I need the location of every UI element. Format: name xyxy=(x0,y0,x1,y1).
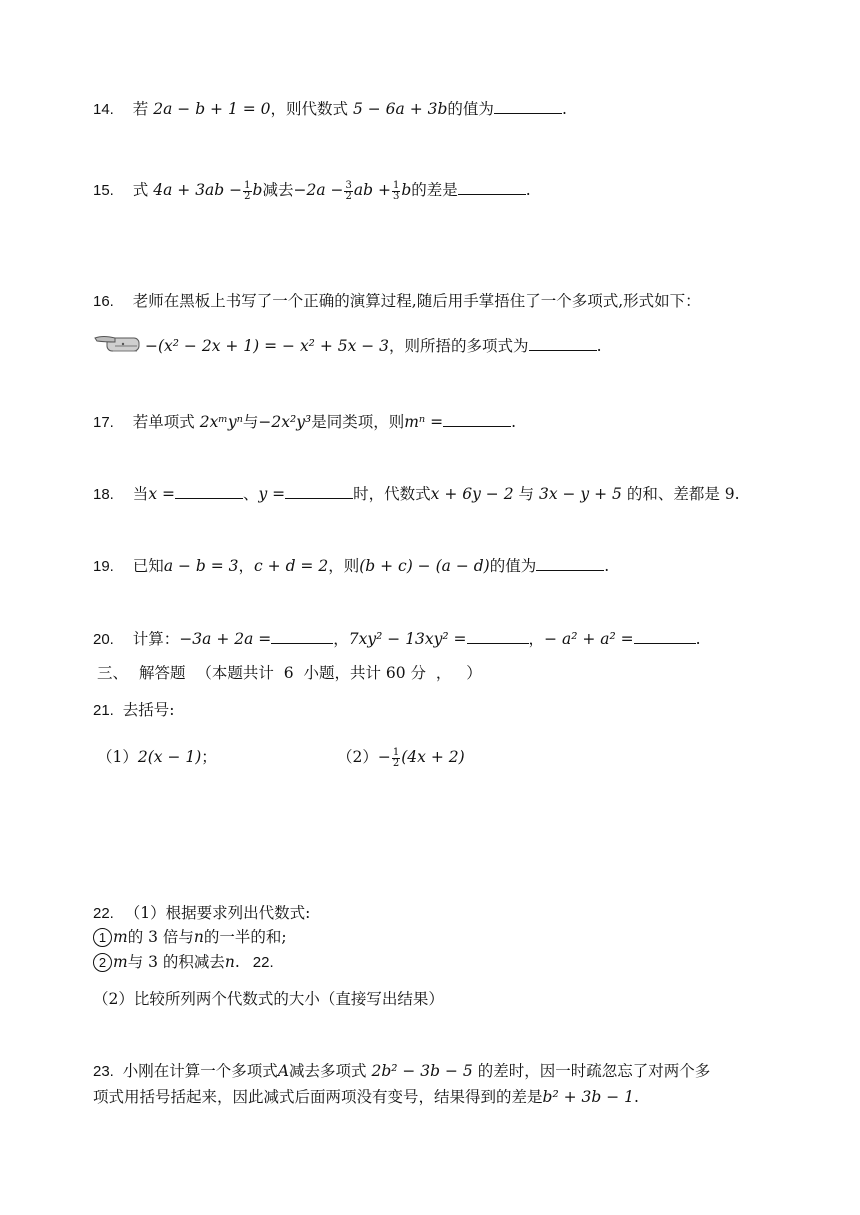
question-number: 20. xyxy=(93,631,114,648)
answer-blank-y[interactable] xyxy=(285,484,353,499)
answer-blank[interactable] xyxy=(529,336,597,351)
question-16-line-2: −(x² − 2x + 1) = − x² + 5x − 3，则所捂的多项式为 . xyxy=(93,332,602,362)
question-number: 17. xyxy=(93,414,114,431)
answer-blank[interactable] xyxy=(536,556,604,571)
answer-blank[interactable] xyxy=(458,180,526,195)
answer-blank[interactable] xyxy=(494,99,562,114)
question-22-part-2: （2）比较所列两个代数式的大小（直接写出结果） xyxy=(93,990,444,1008)
question-21-part-1: （1）2(x − 1)； xyxy=(97,748,217,766)
question-number: 19. xyxy=(93,558,114,575)
question-23-line-2: 项式用括号括起来，因此减式后面两项没有变号，结果得到的差是b² + 3b − 1. xyxy=(93,1088,639,1106)
section-heading: 三、 解答题 （本题共计 6 小题，共计 60 分 ， ） xyxy=(97,664,482,682)
answer-blank[interactable] xyxy=(443,412,511,427)
question-22-item-1: 1 m的 3 倍与n的一半的和; xyxy=(93,926,287,948)
circled-number: 1 xyxy=(93,928,112,947)
question-number: 22. xyxy=(93,905,114,922)
answer-blank-3[interactable] xyxy=(634,629,696,644)
question-14: 14. 若 2a − b + 1 = 0，则代数式 5 − 6a + 3b的值为 . xyxy=(93,98,567,121)
question-17: 17. 若单项式 2xᵐyⁿ与−2x²y³是同类项，则mⁿ = . xyxy=(93,411,516,434)
question-23: 23. 小刚在计算一个多项式A减去多项式 2b² − 3b − 5 的差时，因一时疏忽忘了对两个多 xyxy=(93,1060,710,1083)
circled-number: 2 xyxy=(93,953,112,972)
question-number: 15. xyxy=(93,182,114,199)
question-21: 21. 去括号: xyxy=(93,699,175,722)
answer-blank-1[interactable] xyxy=(271,629,333,644)
question-18: 18. 当x = 、y = 时，代数式x + 6y − 2 与 3x − y + 5 的和、差都是 9. xyxy=(93,483,740,506)
fraction: $\frac{1}{2}$ xyxy=(392,746,400,769)
question-22: 22. （1）根据要求列出代数式: xyxy=(93,902,310,925)
question-19: 19. 已知a − b = 3，c + d = 2，则(b + c) − (a − d)的值为 . xyxy=(93,555,609,578)
question-number: 18. xyxy=(93,486,114,503)
question-22-item-2: 2 m与 3 的积减去n. 22. xyxy=(93,951,274,974)
question-21-part-2: （2）− $\frac{1}{2}$ (4x + 2) xyxy=(337,746,465,769)
question-number: 23. xyxy=(93,1063,114,1080)
question-15: 15. 式 4a + 3ab − $\frac{1}{2}$ b减去−2a − $\frac{3}{2}$ ab + $\frac{1}{3}$ b的差是 . xyxy=(93,179,531,202)
fraction: $\frac{3}{2}$ xyxy=(345,179,352,202)
question-20: 20. 计算：−3a + 2a = ，7xy² − 13xy² = ，− a² + a² = . xyxy=(93,628,701,651)
question-number: 14. xyxy=(93,101,114,118)
answer-blank-2[interactable] xyxy=(467,629,529,644)
fraction: $\frac{1}{3}$ xyxy=(392,179,400,202)
fraction: $\frac{1}{2}$ xyxy=(244,179,251,202)
question-number: 16. xyxy=(93,293,114,310)
question-16: 16. 老师在黑板上书写了一个正确的演算过程,随后用手掌捂住了一个多项式,形式如下： xyxy=(93,290,701,313)
question-number: 21. xyxy=(93,702,114,719)
hand-image xyxy=(93,332,145,362)
answer-blank-x[interactable] xyxy=(175,484,243,499)
